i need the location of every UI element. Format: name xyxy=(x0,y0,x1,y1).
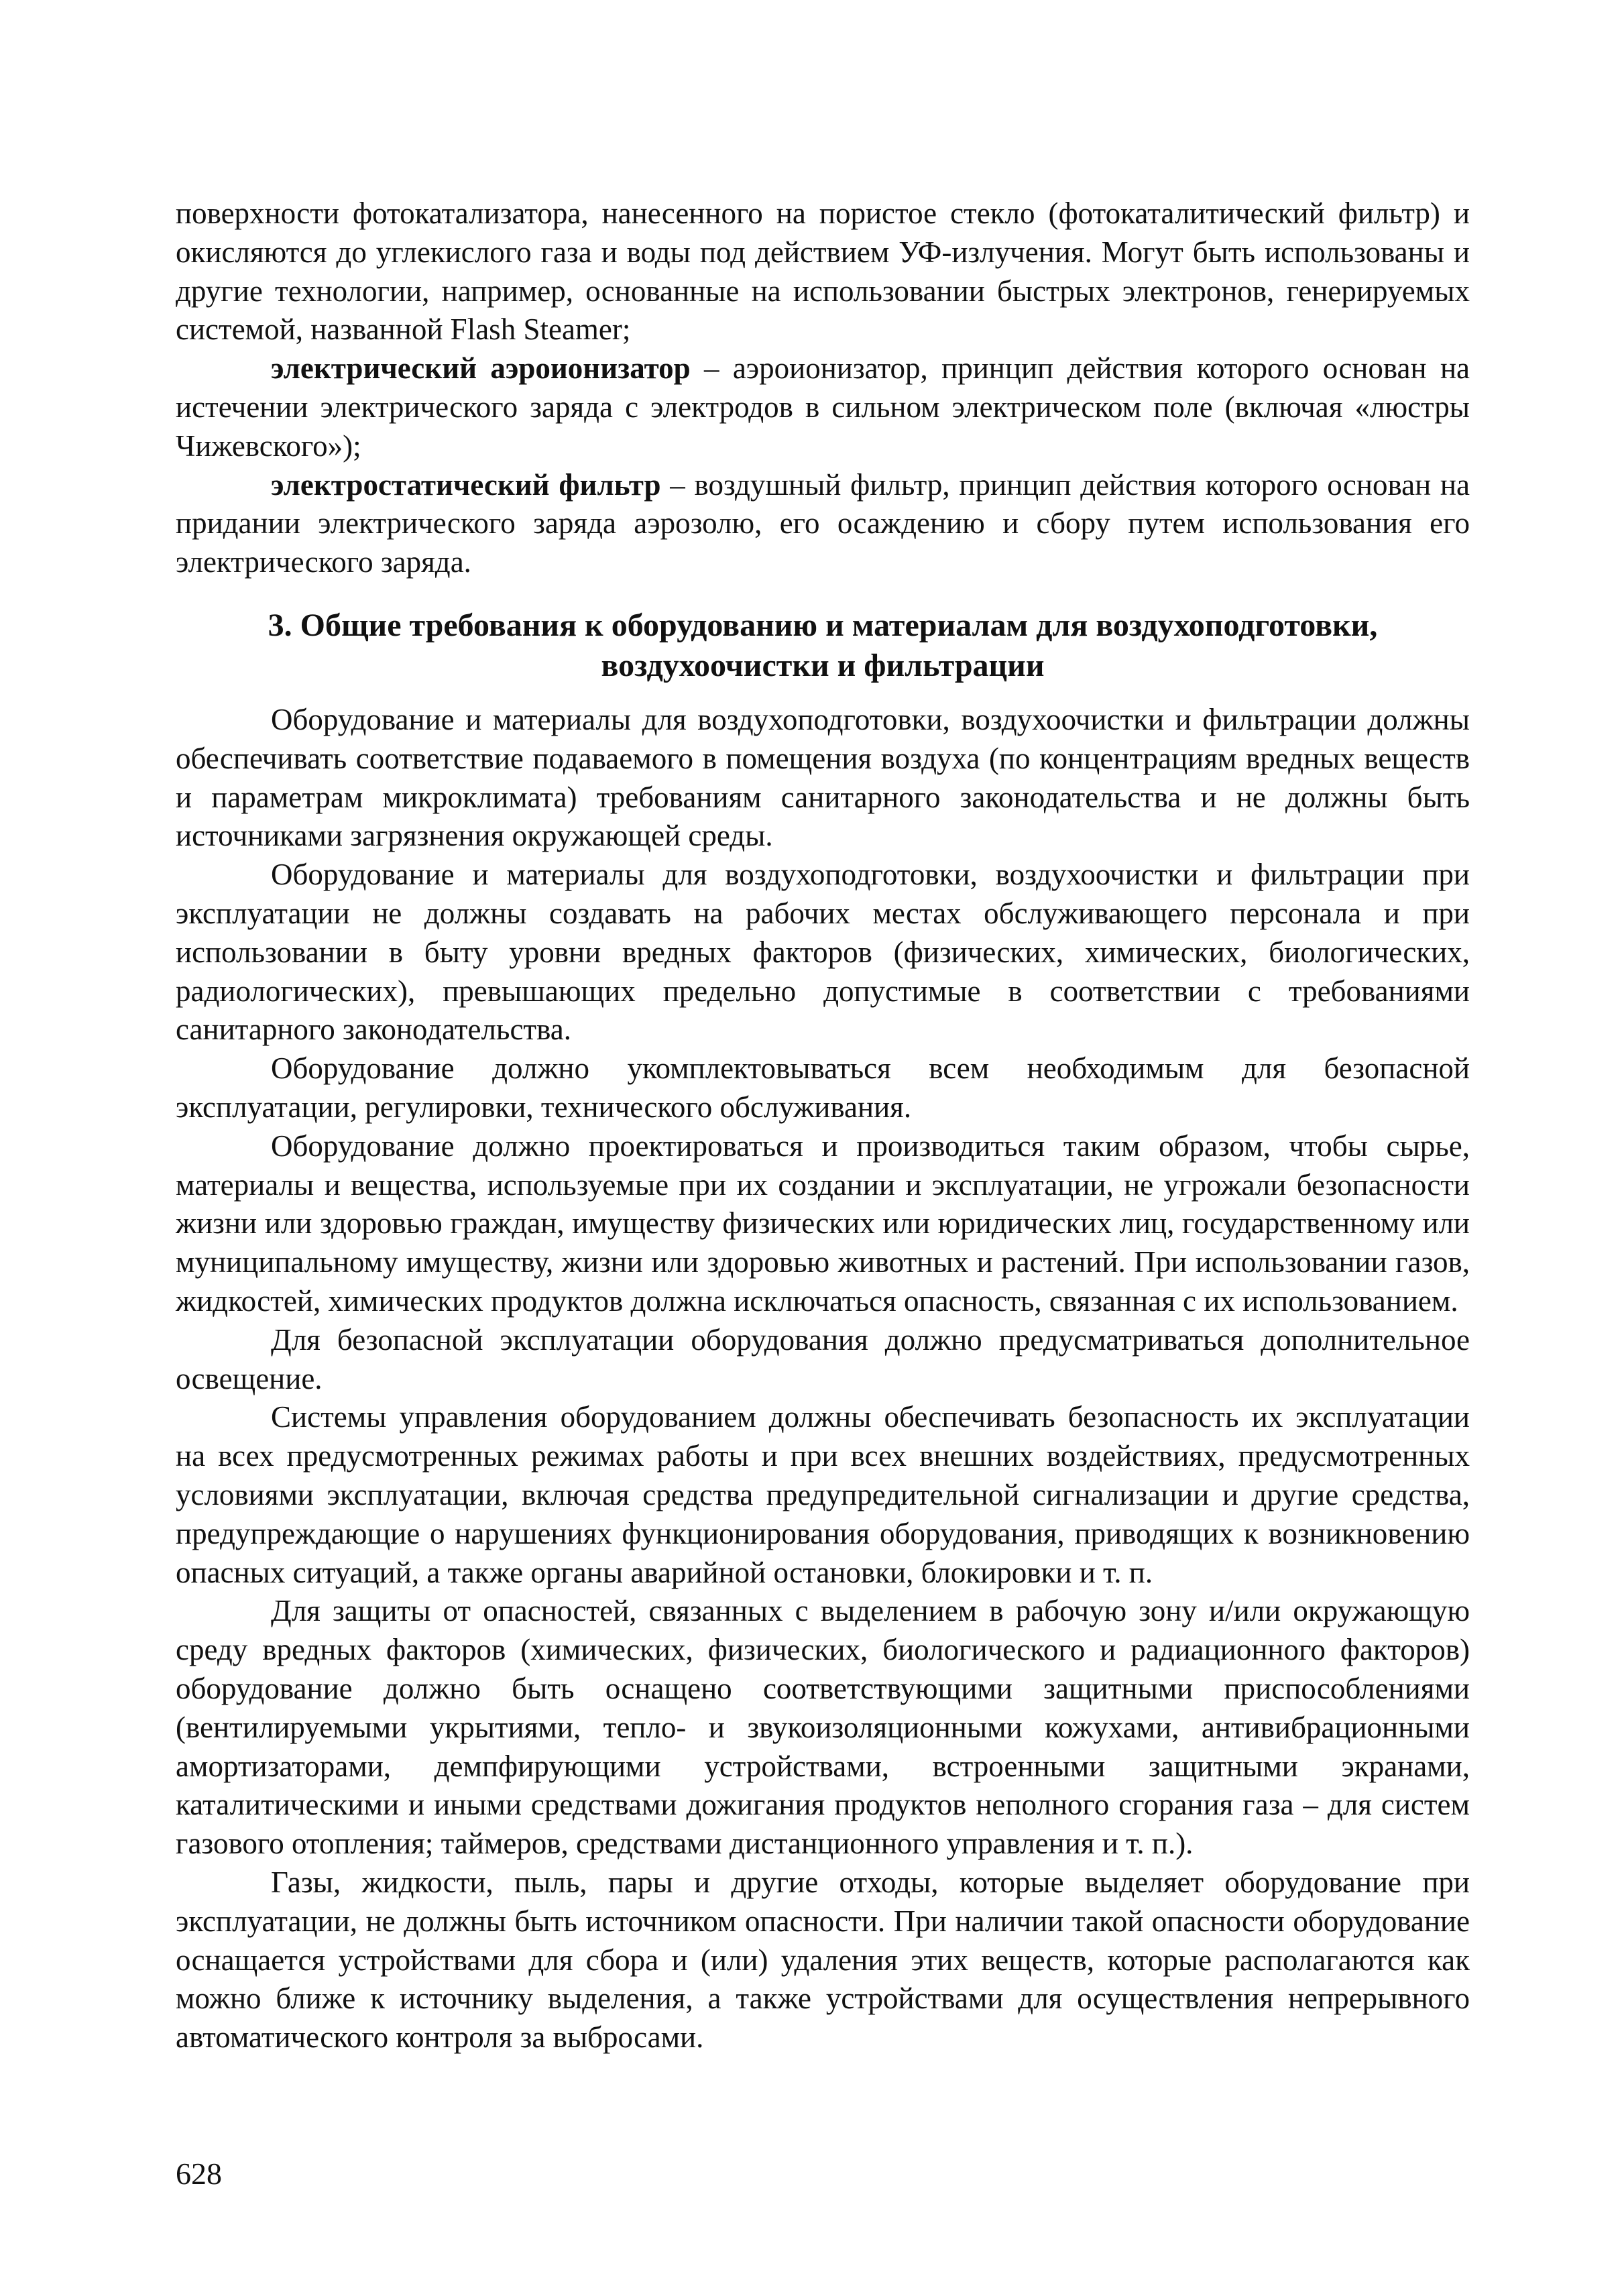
body-paragraph: Оборудование и материалы для воздухоподготовки, воздухоочистки и фильтрации при эксплуатации не должны создавать на рабочих местах обслуживающего персонала и при использовании в быту уровни вредных факторов (физических, химических, биологических, радиологических), превышающих предельно допустимые в соответствии с требованиями санитарного законодательства. xyxy=(176,858,1470,1047)
body-paragraph: Системы управления оборудованием должны обеспечивать безопасность их эксплуатации на всех предусмотренных режимах работы и при всех внешних воздействиях, предусмотренных условиями эксплуатации, включая средства предупредительной сигнализации и другие средства, предупреждающие о нарушениях функционирования оборудования, приводящих к возникновению опасных ситуаций, а также органы аварийной остановки, блокировки и т. п. xyxy=(176,1400,1470,1589)
body-paragraph: Оборудование должно укомплектовываться всем необходимым для безопасной эксплуатации, регулировки, технического обслуживания. xyxy=(176,1051,1470,1124)
definition-paragraph xyxy=(176,466,1470,582)
continued-paragraph: поверхности фотокатализатора, нанесенного на пористое стекло (фотокаталитический фильтр) и окисляются до углекислого газа и воды под действием УФ-излучения. Могут быть использованы и другие технологии, например, основанные на использовании быстрых электронов, генерируемых системой, названной Flash Steamer; xyxy=(176,196,1470,347)
definition-term: электрический аэроионизатор xyxy=(271,351,691,386)
body-paragraph: Для защиты от опасностей, связанных с выделением в рабочую зону и/или окружающую среду вредных факторов (химических, физических, биологического и радиационного факторов) оборудование должно быть оснащено соответствующими защитными приспособлениями (вентилируемыми укрытиями, тепло- и звукоизоляционными кожухами, антивибрационными амортизаторами, демпфирующими устройствами, встроенными защитными экранами, каталитическими и иными средствами дожигания продуктов неполного сгорания газа – для систем газового отопления; таймеров, средствами дистанционного управления и т. п.). xyxy=(176,1594,1470,1861)
page-number: 628 xyxy=(176,2157,222,2191)
body-paragraph: Оборудование и материалы для воздухоподготовки, воздухоочистки и фильтрации должны обеспечивать соответствие подаваемого в помещения воздуха (по концентрациям вредных веществ и параметрам микроклимата) требованиям санитарного законодательства и не должны быть источниками загрязнения окружающей среды. xyxy=(176,703,1470,853)
definition-term: электростатический фильтр xyxy=(271,467,661,502)
section-body xyxy=(176,701,1470,2057)
definition-text: – воздушный фильтр, принцип действия которого основан на придании электрического заряда аэрозолю, его осаждению и сбору путем использования его электрического заряда. xyxy=(176,467,1470,579)
definition-paragraph xyxy=(176,349,1470,465)
section-heading-line: воздухоочистки и фильтрации xyxy=(601,648,1045,683)
top-text-block xyxy=(176,194,1470,582)
definition-text: – аэроионизатор, принцип действия которого основан на истечении электрического заряда с электродов в сильном электрическом поле (включая «люстры Чижевского»); xyxy=(176,351,1470,463)
body-paragraph: Газы, жидкости, пыль, пары и другие отходы, которые выделяет оборудование при эксплуатации, не должны быть источником опасности. При наличии такой опасности оборудование оснащается устройствами для сбора и (или) удаления этих веществ, которые располагаются как можно ближе к источнику выделения, а также устройствами для осуществления непрерывного автоматического контроля за выбросами. xyxy=(176,1865,1470,2055)
body-paragraph: Для безопасной эксплуатации оборудования должно предусматриваться дополнительное освещение. xyxy=(176,1322,1470,1395)
section-heading xyxy=(176,606,1470,686)
section-heading-line: 3. Общие требования к оборудованию и материалам для воздухоподготовки, xyxy=(268,608,1378,643)
body-paragraph: Оборудование должно проектироваться и производиться таким образом, чтобы сырье, материалы и вещества, используемые при их создании и эксплуатации, не угрожали безопасности жизни или здоровью граждан, имуществу физических или юридических лиц, государственному или муниципальному имуществу, жизни или здоровью животных и растений. При использовании газов, жидкостей, химических продуктов должна исключаться опасность, связанная с их использованием. xyxy=(176,1129,1470,1318)
